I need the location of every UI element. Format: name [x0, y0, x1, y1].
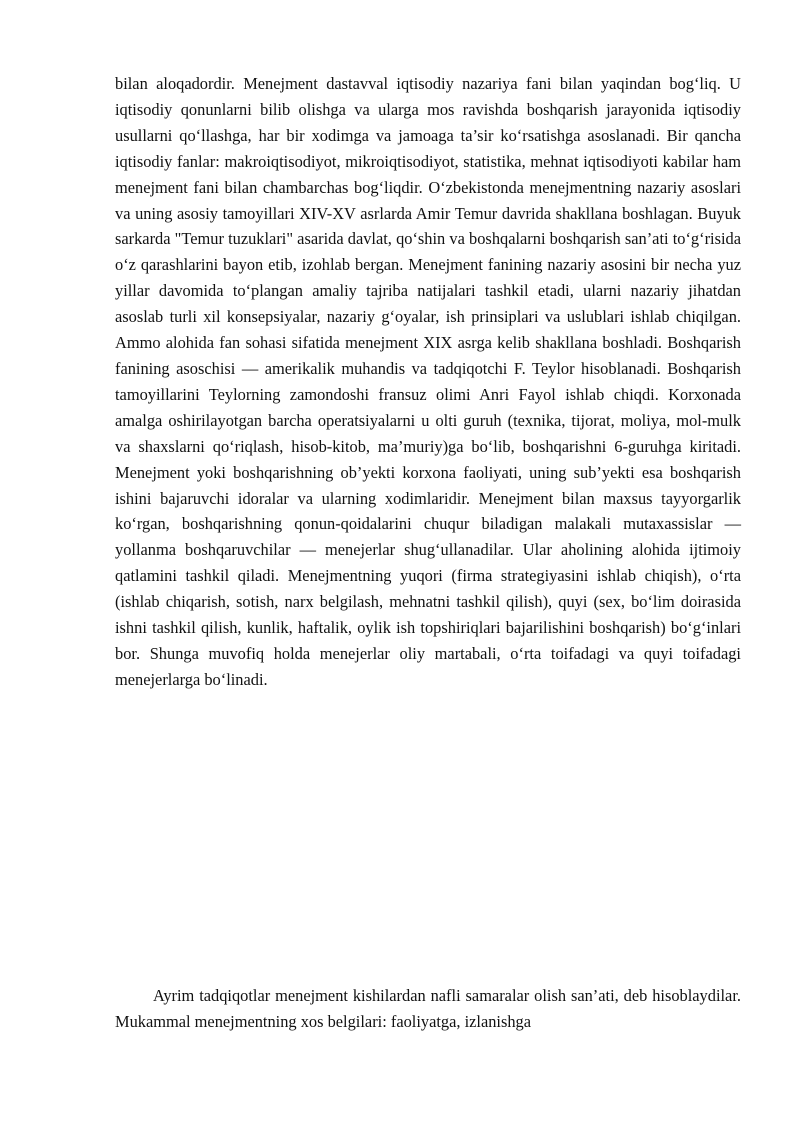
body-paragraph-2: Ayrim tadqiqotlar menejment kishilardan nafli samaralar olish san’ati, deb hisoblaydilar. Mukammal menejmentning xos belgilari: faoliyatga, izlanishga: [115, 986, 741, 1031]
body-paragraph-1: bilan aloqadordir. Menejment dastavval iqtisodiy nazariya fani bilan yaqindan bog‘liq. U iqtisodiy qonunlarni bilib olishga va ularga mos ravishda boshqarish jarayonida iqtisodiy usullarni qo‘llashga, har bir xodimga va jamoaga ta’sir ko‘rsatishga asoslanadi. Bir qancha iqtisodiy fanlar: makroiqtisodiyot, mikroiqtisodiyot, statistika, mehnat iqtisodiyoti kabilar ham menejment fani bilan chambarchas bog‘liqdir. O‘zbekistonda menejmentning nazariy asoslari va uning asosiy tamoyillari XIV-XV asrlarda Amir Temur davrida shakllana boshlagan. Buyuk sarkarda "Temur tuzuklari" asarida davlat, qo‘shin va boshqalarni boshqarish san’ati to‘g‘risida o‘z qarashlarini bayon etib, izohlab bergan. Menejment fanining nazariy asosini bir necha yuz yillar davomida to‘plangan amaliy tajriba natijalari tashkil etadi, ularni nazariy jihatdan asoslab turli xil konsepsiyalar, nazariy g‘oyalar, ish prinsiplari va uslublari ishlab chiqilgan. Ammo alohida fan sohasi sifatida menejment XIX asrga kelib shakllana boshladi. Boshqarish fanining asoschisi — amerikalik muhandis va tadqiqotchi F. Teylor hisoblanadi. Boshqarish tamoyillarini Teylorning zamondoshi fransuz olimi Anri Fayol ishlab chiqdi. Korxonada amalga oshirilayotgan barcha operatsiyalarni u olti guruh (texnika, tijorat, moliya, mol-mulk va shaxslarni qo‘riqlash, hisob-kitob, ma’muriy)ga bo‘lib, boshqarishni 6-guruhga kiritadi. Menejment yoki boshqarishning ob’yekti korxona faoliyati, uning sub’yekti esa boshqarish ishini bajaruvchi idoralar va ularning xodimlaridir. Menejment bilan maxsus tayyorgarlik ko‘rgan, boshqarishning qonun-qoidalarini chuqur biladigan malakali mutaxassislar — yollanma boshqaruvchilar — menejerlar shug‘ullanadilar. Ular aholining alohida ijtimoiy qatlamini tashkil qiladi. Menejmentning yuqori (firma strategiyasini ishlab chiqish), o‘rta (ishlab chiqarish, sotish, narx belgilash, mehnatni tashkil qilish), quyi (sex, bo‘lim doirasida ishni tashkil qilish, kunlik, haftalik, oylik ish topshiriqlari bajarilishini boshqarish) bo‘g‘inlari bor. Shunga muvofiq holda menejerlar oliy martabali, o‘rta toifadagi va quyi toifadagi menejerlarga bo‘linadi.: [115, 74, 741, 689]
